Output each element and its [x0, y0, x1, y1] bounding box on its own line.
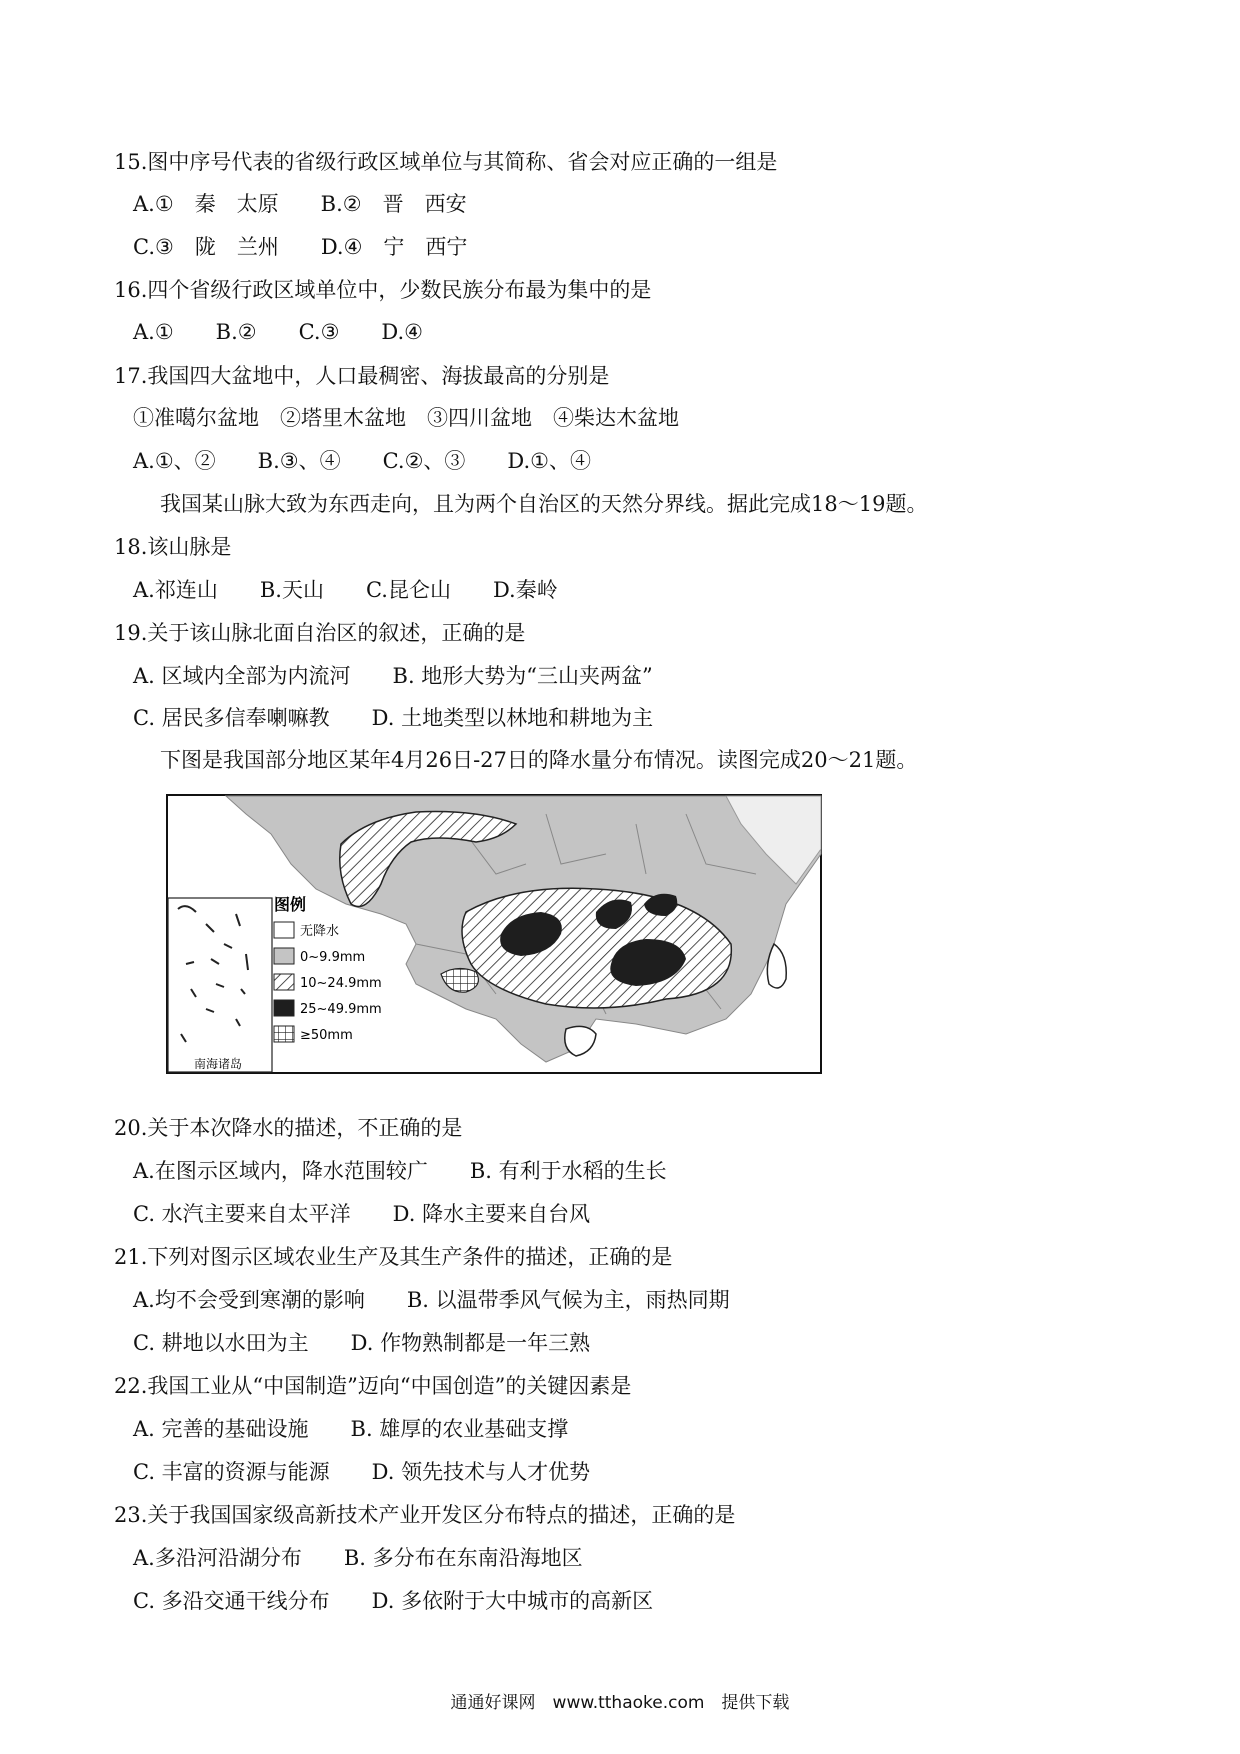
q22-stem: 22.我国工业从“中国制造”迈向“中国创造”的关键因素是: [114, 1374, 632, 1398]
legend-title: 图例: [274, 895, 307, 914]
q21-options-row1: A.均不会受到寒潮的影响 B. 以温带季风气候为主，雨热同期: [133, 1288, 730, 1312]
q20-stem: 20.关于本次降水的描述，不正确的是: [114, 1116, 463, 1140]
legend-item-10-24.9: 10~24.9mm: [300, 976, 382, 991]
q16-options-row1: A.① B.② C.③ D.④: [133, 320, 424, 344]
q17-options-row1: A.①、② B.③、④ C.②、③ D.①、④: [133, 449, 592, 473]
q20-options-row1: A.在图示区域内，降水范围较广 B. 有利于水稻的生长: [133, 1159, 667, 1183]
q19-options-row1: A. 区域内全部为内流河 B. 地形大势为“三山夹两盆”: [133, 664, 653, 688]
legend-item-0-9.9: 0~9.9mm: [300, 950, 366, 965]
legend-item-no-precip: 无降水: [300, 924, 340, 939]
q20-options-row2: C. 水汽主要来自太平洋 D. 降水主要来自台风: [133, 1202, 591, 1226]
inset-label: 南海诸岛: [193, 1057, 243, 1071]
q19-stem: 19.关于该山脉北面自治区的叙述，正确的是: [114, 621, 526, 645]
q19-options-row2: C. 居民多信奉喇嘛教 D. 土地类型以林地和耕地为主: [133, 706, 654, 730]
q17-stem: 17.我国四大盆地中，人口最稠密、海拔最高的分别是: [114, 364, 610, 388]
legend-item-50-plus: ≥50mm: [300, 1028, 353, 1043]
q22-options-row1: A. 完善的基础设施 B. 雄厚的农业基础支撑: [133, 1417, 569, 1441]
q23-options-row1: A.多沿河沿湖分布 B. 多分布在东南沿海地区: [133, 1546, 583, 1570]
page-footer: 通通好课网 www.tthaoke.com 提供下载: [450, 1693, 790, 1713]
q21-options-row2: C. 耕地以水田为主 D. 作物熟制都是一年三熟: [133, 1331, 591, 1355]
q18-stem: 18.该山脉是: [114, 535, 232, 559]
q17-basin-list: ①准噶尔盆地 ②塔里木盆地 ③四川盆地 ④柴达木盆地: [133, 406, 679, 430]
q15-options-row2: C.③ 陇 兰州 D.④ 宁 西宁: [133, 235, 468, 259]
q21-stem: 21.下列对图示区域农业生产及其生产条件的描述，正确的是: [114, 1245, 673, 1269]
q15-options-row1: A.① 秦 太原 B.② 晋 西安: [133, 192, 467, 216]
intro-18-19: 我国某山脉大致为东西走向，且为两个自治区的天然分界线。据此完成18～19题。: [160, 492, 928, 516]
intro-20-21: 下图是我国部分地区某年4月26日-27日的降水量分布情况。读图完成20～21题。: [160, 748, 918, 772]
legend-item-25-49.9: 25~49.9mm: [300, 1002, 382, 1017]
q15-stem: 15.图中序号代表的省级行政区域单位与其简称、省会对应正确的一组是: [114, 150, 778, 174]
south-china-sea-inset: [168, 898, 272, 1072]
q23-options-row2: C. 多沿交通干线分布 D. 多依附于大中城市的高新区: [133, 1589, 654, 1613]
q22-options-row2: C. 丰富的资源与能源 D. 领先技术与人才优势: [133, 1460, 591, 1484]
q16-stem: 16.四个省级行政区域单位中，少数民族分布最为集中的是: [114, 278, 652, 302]
precipitation-map: [166, 794, 822, 1074]
q23-stem: 23.关于我国国家级高新技术产业开发区分布特点的描述，正确的是: [114, 1503, 736, 1527]
q18-options-row1: A.祁连山 B.天山 C.昆仑山 D.秦岭: [133, 578, 558, 602]
